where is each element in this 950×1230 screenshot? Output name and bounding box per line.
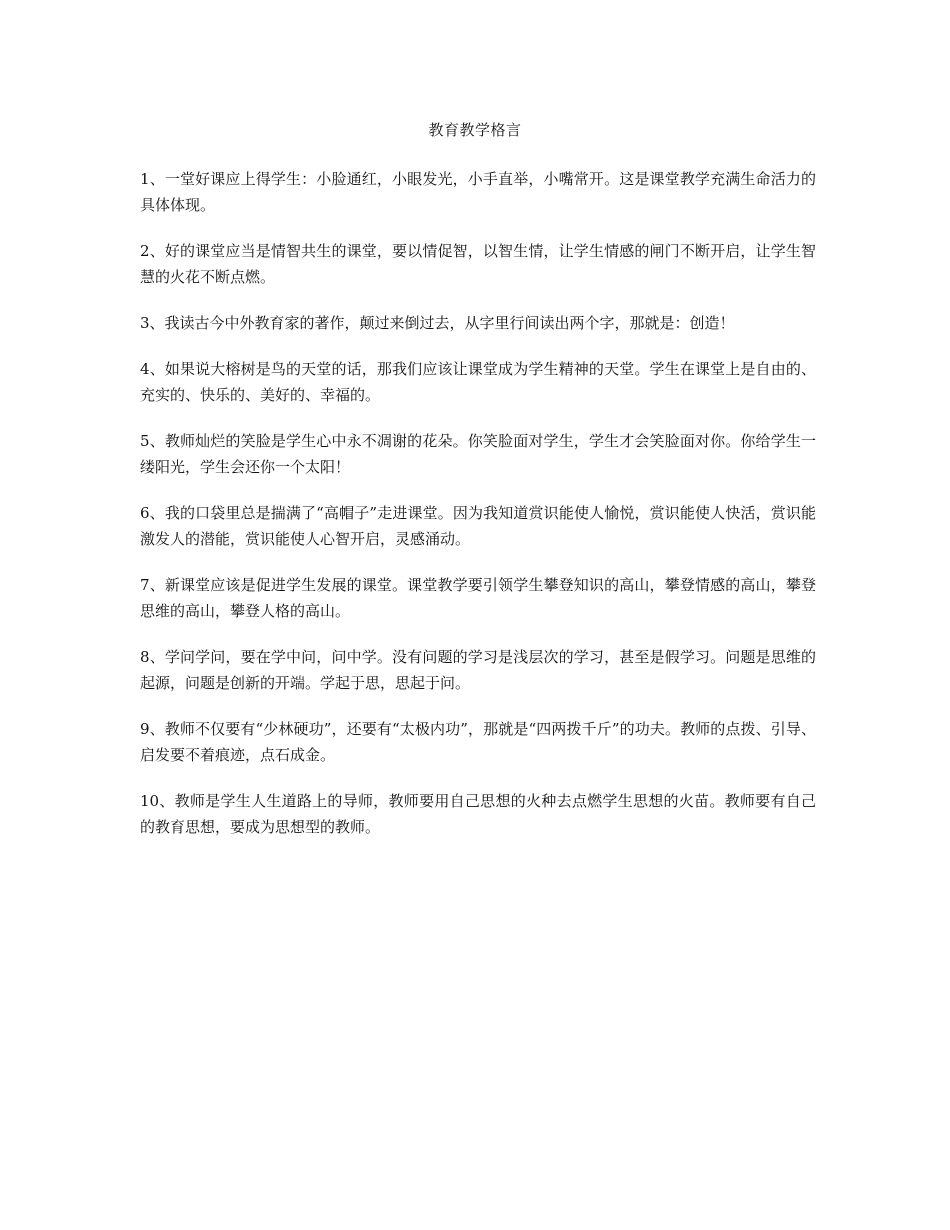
- paragraph-8: 8、学问学问，要在学中问，问中学。没有问题的学习是浅层次的学习，甚至是假学习。问题是思维的起源，问题是创新的开端。学起于思，思起于问。: [140, 648, 816, 692]
- paragraph-4: 4、如果说大榕树是鸟的天堂的话，那我们应该让课堂成为学生精神的天堂。学生在课堂上是自由的、充实的、快乐的、美好的、幸福的。: [140, 360, 816, 404]
- paragraph-5: 5、教师灿烂的笑脸是学生心中永不凋谢的花朵。你笑脸面对学生，学生才会笑脸面对你。你给学生一缕阳光，学生会还你一个太阳！: [140, 432, 816, 476]
- paragraph-9: 9、教师不仅要有“少林硬功”，还要有“太极内功”，那就是“四两拨千斤”的功夫。教师的点拨、引导、启发要不着痕迹，点石成金。: [140, 720, 816, 764]
- paragraph-10: 10、教师是学生人生道路上的导师，教师要用自己思想的火种去点燃学生思想的火苗。教师要有自己的教育思想，要成为思想型的教师。: [140, 792, 816, 836]
- document-title: 教育教学格言: [428, 121, 522, 139]
- paragraph-2: 2、好的课堂应当是情智共生的课堂，要以情促智，以智生情，让学生情感的闸门不断开启，让学生智慧的火花不断点燃。: [140, 242, 816, 286]
- paragraph-3: 3、我读古今中外教育家的著作，颠过来倒过去，从字里行间读出两个字，那就是：创造！: [140, 314, 735, 332]
- paragraph-7: 7、新课堂应该是促进学生发展的课堂。课堂教学要引领学生攀登知识的高山，攀登情感的高山，攀登思维的高山，攀登人格的高山。: [140, 576, 816, 620]
- paragraph-1: 1、一堂好课应上得学生：小脸通红，小眼发光，小手直举，小嘴常开。这是课堂教学充满生命活力的具体体现。: [140, 170, 816, 214]
- document-body: [140, 166, 816, 860]
- paragraph-6: 6、我的口袋里总是揣满了“高帽子”走进课堂。因为我知道赏识能使人愉悦，赏识能使人快活，赏识能激发人的潜能，赏识能使人心智开启，灵感涌动。: [140, 504, 816, 548]
